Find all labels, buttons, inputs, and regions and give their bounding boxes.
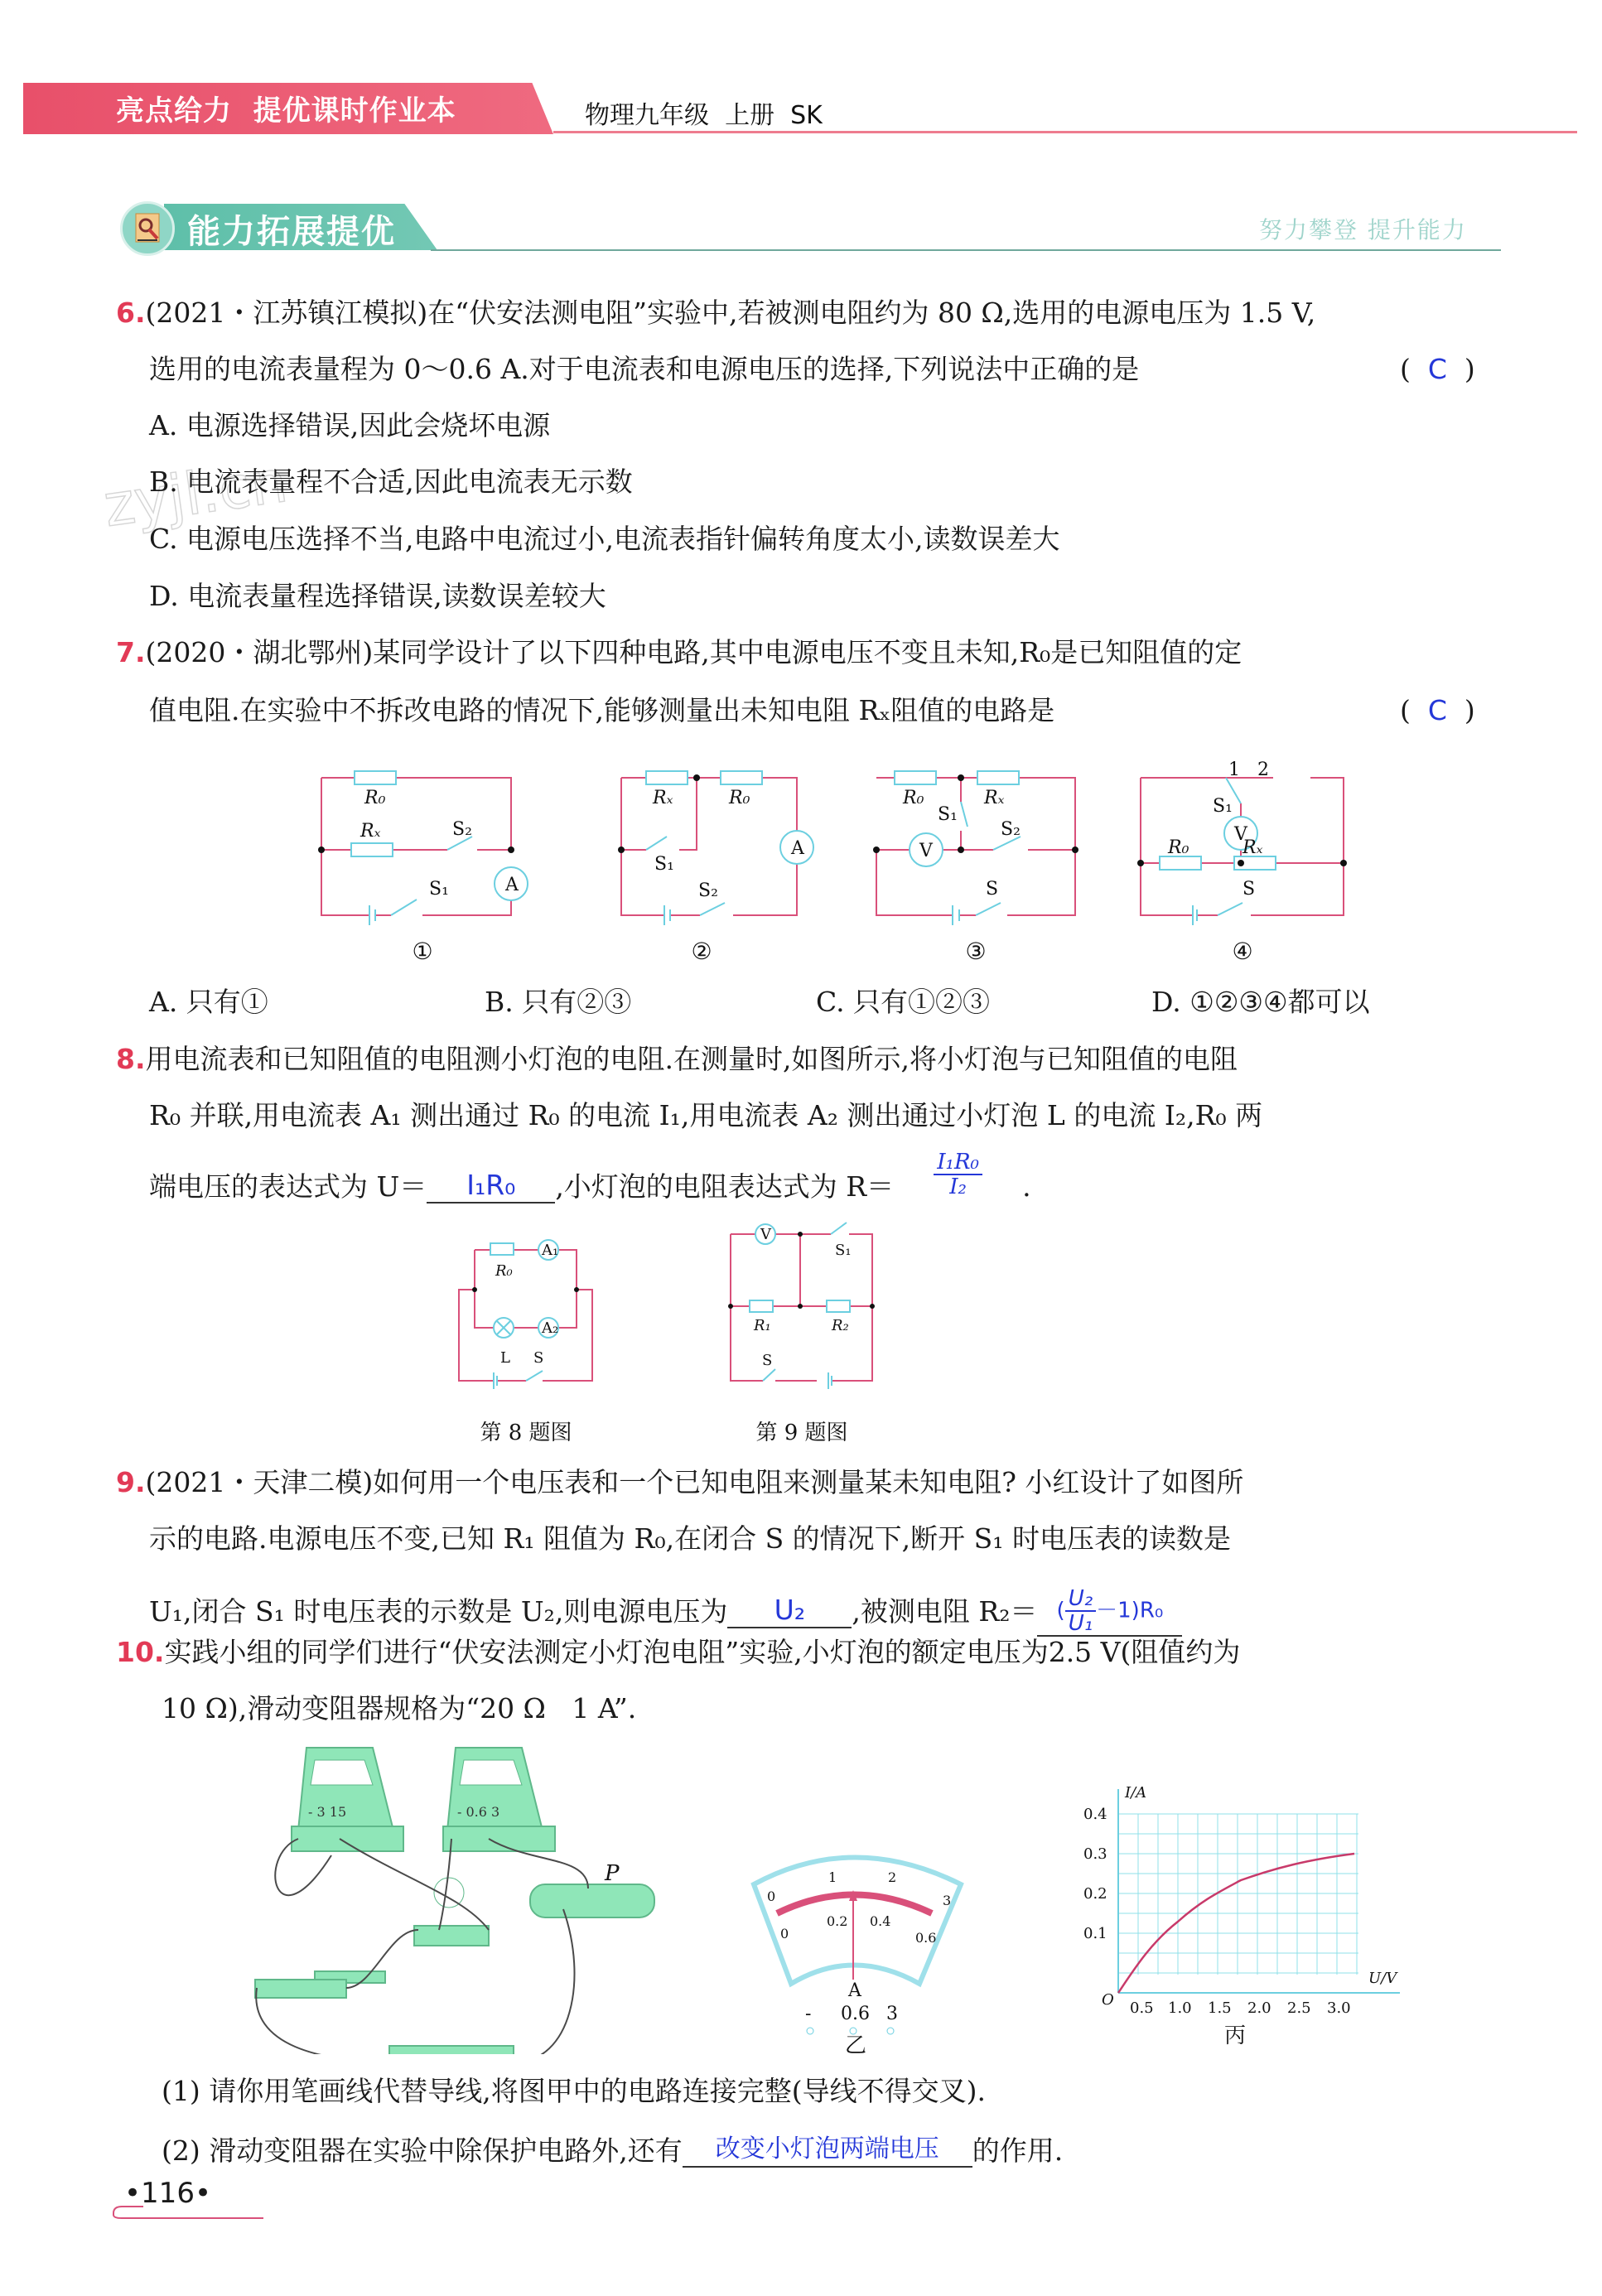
svg-text:R₀: R₀ (364, 788, 386, 808)
svg-text:S₁: S₁ (654, 854, 674, 875)
svg-text:2.5: 2.5 (1287, 1999, 1311, 2017)
q10-sub2: (2) 滑动变阻器在实验中除保护电路外,还有 改变小灯泡两端电压 的作用. (162, 2134, 1064, 2167)
q10-number: 10. (116, 1636, 165, 1668)
svg-text:V: V (1234, 824, 1247, 845)
q8-answer-fraction: $\frac{\text{I₁R₀}}{\text{I₂}}$ (934, 1150, 982, 1199)
svg-text:Rₓ: Rₓ (360, 821, 381, 842)
svg-text:S₂: S₂ (698, 880, 718, 901)
q9-blank-r2[interactable]: ( $\frac{\text{U₂}}{\text{U₁}}$ －1)R₀ (1037, 1587, 1182, 1637)
svg-text:0: 0 (767, 1888, 776, 1904)
svg-text:2.0: 2.0 (1247, 1999, 1271, 2017)
q10-line1: 10.实践小组的同学们进行“伏安法测定小灯泡电阻”实验,小灯泡的额定电压为2.5 V(阻值约为 (116, 1636, 1241, 1668)
q6-option-d: D. 电流表量程选择错误,读数误差较大 (149, 580, 606, 612)
q10-apparatus-figure (240, 1731, 737, 2054)
svg-text:1.0: 1.0 (1168, 1999, 1192, 2017)
svg-text:R₀: R₀ (903, 788, 924, 808)
svg-text:- 0.6 3: - 0.6 3 (457, 1804, 500, 1820)
svg-text:A: A (848, 1980, 861, 2001)
q7-circuit-diagrams (298, 745, 1441, 969)
subject-label: 物理九年级 上册 SK (585, 101, 823, 130)
svg-text:S₁: S₁ (1213, 796, 1233, 817)
svg-text:0.5: 0.5 (1130, 1999, 1154, 2017)
svg-text:0.2: 0.2 (827, 1913, 848, 1929)
q8-number: 8. (116, 1043, 146, 1075)
svg-text:S₁: S₁ (429, 879, 449, 900)
svg-text:2: 2 (888, 1869, 897, 1885)
q10-line2: 10 Ω),滑动变阻器规格为“20 Ω 1 A”. (162, 1692, 637, 1724)
svg-text:3: 3 (886, 2004, 898, 2024)
q6-answer-paren: ( C ) (1400, 353, 1475, 385)
fig-bing-caption: 丙 (1224, 2023, 1247, 2048)
svg-text:0.6: 0.6 (915, 1930, 937, 1946)
svg-text:A₂: A₂ (542, 1319, 559, 1337)
q8-q9-circuit-diagrams (447, 1209, 1193, 1458)
svg-text:V: V (919, 841, 933, 861)
svg-text:U/V: U/V (1368, 1970, 1397, 1987)
series-title: 亮点给力 提优课时作业本 (116, 94, 456, 128)
svg-text:A: A (505, 875, 519, 895)
q8-blank-r[interactable] (894, 1150, 1022, 1199)
svg-text:3: 3 (943, 1893, 952, 1908)
q7-line2: 值电阻.在实验中不拆改电路的情况下,能够测量出未知电阻 Rₓ阻值的电路是 (149, 694, 1055, 726)
svg-text:R₁: R₁ (754, 1317, 771, 1334)
fig-yi-caption: 乙 (845, 2033, 867, 2054)
watermark: zyjl.cn (99, 446, 292, 541)
svg-text:0.3: 0.3 (1083, 1845, 1107, 1863)
svg-text:S: S (1243, 879, 1256, 900)
q6-option-c: C. 电源电压选择不当,电路中电流过小,电流表指针偏转角度太小,读数误差大 (149, 523, 1060, 555)
svg-text:S: S (533, 1349, 544, 1367)
section-motto: 努力攀登 提升能力 (1259, 216, 1467, 244)
svg-text:R₀: R₀ (1168, 837, 1189, 858)
svg-text:2: 2 (1257, 760, 1269, 780)
svg-text:0.1: 0.1 (1083, 1925, 1107, 1942)
q6-number: 6. (116, 297, 146, 329)
q7-option-a: A. 只有① (149, 986, 268, 1018)
svg-text:S: S (986, 879, 999, 900)
q10-sub2-blank[interactable]: 改变小灯泡两端电压 (683, 2133, 972, 2168)
q7-answer-paren: ( C ) (1400, 694, 1475, 726)
svg-text:0.4: 0.4 (870, 1913, 891, 1929)
circuit-4-label: ④ (1232, 938, 1253, 965)
svg-text:S₁: S₁ (835, 1242, 852, 1259)
q8-line3: 端电压的表达式为 U＝ I₁R₀ ,小灯泡的电阻表达式为 R＝ $\frac{\text{I₁R₀}}{\text{I₂}}$ . (149, 1150, 1031, 1203)
q7-number: 7. (116, 636, 146, 668)
svg-text:S₂: S₂ (1001, 819, 1021, 840)
header-divider (553, 131, 1577, 133)
q7-line1: 7.(2020・湖北鄂州)某同学设计了以下四种电路,其中电源电压不变且未知,R₀是已知阻值的定 (116, 636, 1243, 668)
magnifier-icon (120, 201, 175, 256)
svg-text:I/A: I/A (1125, 1784, 1147, 1802)
circuit-2-label: ② (691, 938, 712, 965)
svg-text:0.4: 0.4 (1083, 1806, 1107, 1823)
svg-text:A₁: A₁ (542, 1242, 559, 1259)
q9-number: 9. (116, 1466, 146, 1498)
svg-text:Rₓ: Rₓ (984, 788, 1005, 808)
q9-blank-u[interactable]: U₂ (727, 1594, 852, 1628)
q8-figure-caption: 第 8 题图 (480, 1421, 572, 1445)
q9-answer-fraction: $\frac{\text{U₂}}{\text{U₁}}$ (1065, 1587, 1096, 1635)
q7-option-c: C. 只有①②③ (816, 986, 991, 1018)
q6-option-b: B. 电流表量程不合适,因此电流表无示数 (149, 465, 633, 498)
svg-text:- 3 15: - 3 15 (308, 1804, 347, 1820)
svg-text:R₀: R₀ (729, 788, 750, 808)
q9-line2: 示的电路.电源电压不变,已知 R₁ 阻值为 R₀,在闭合 S 的情况下,断开 S₁ 时电压表的读数是 (149, 1522, 1231, 1555)
svg-text:S₂: S₂ (452, 819, 472, 840)
svg-text:S: S (762, 1352, 773, 1369)
svg-text:1.5: 1.5 (1208, 1999, 1232, 2017)
svg-text:A: A (791, 838, 804, 859)
svg-text:V: V (760, 1226, 771, 1243)
q10-sub1: (1) 请你用笔画线代替导线,将图甲中的电路连接完整(导线不得交叉). (162, 2075, 986, 2107)
svg-text:3.0: 3.0 (1327, 1999, 1351, 2017)
q7-option-d: D. ①②③④都可以 (1151, 986, 1370, 1018)
q6-line1: 6.(2021・江苏镇江模拟)在“伏安法测电阻”实验中,若被测电阻约为 80 Ω,选用的电源电压为 1.5 V, (116, 297, 1316, 329)
q6-line2: 选用的电流表量程为 0～0.6 A.对于电流表和电源电压的选择,下列说法中正确的是 (149, 353, 1140, 385)
svg-text:O: O (1102, 1991, 1114, 2009)
section-divider (431, 249, 1501, 251)
q9-line3: U₁,闭合 S₁ 时电压表的示数是 U₂,则电源电压为 U₂ ,被测电阻 R₂＝ ( $\frac{\text{U₂}}{\text{U₁}}$ －1)R₀ (149, 1579, 1182, 1628)
circuit-3-label: ③ (965, 938, 987, 965)
slider-label-p: P (605, 1861, 620, 1886)
svg-text:-: - (805, 2004, 812, 2024)
svg-text:R₀: R₀ (495, 1262, 513, 1280)
svg-text:1: 1 (1228, 760, 1240, 780)
q8-line1: 8.用电流表和已知阻值的电阻测小灯泡的电阻.在测量时,如图所示,将小灯泡与已知阻值的电阻 (116, 1043, 1238, 1075)
svg-text:Rₓ: Rₓ (653, 788, 673, 808)
q6-answer: C (1427, 353, 1447, 385)
circuit-1-label: ① (412, 938, 433, 965)
q9-figure-caption: 第 9 题图 (755, 1421, 848, 1445)
q7-option-b: B. 只有②③ (485, 986, 632, 1018)
section-title: 能力拓展提优 (187, 213, 396, 251)
q6-option-a: A. 电源选择错误,因此会烧坏电源 (149, 409, 551, 441)
svg-text:Rₓ: Rₓ (1243, 837, 1263, 858)
q10-ammeter-dial (746, 1839, 977, 2054)
q7-answer: C (1427, 694, 1447, 726)
svg-text:L: L (500, 1349, 510, 1367)
q8-line2: R₀ 并联,用电流表 A₁ 测出通过 R₀ 的电流 I₁,用电流表 A₂ 测出通过小灯泡 L 的电流 I₂,R₀ 两 (149, 1099, 1263, 1131)
q8-blank-u[interactable]: I₁R₀ (427, 1169, 555, 1203)
svg-text:S₁: S₁ (938, 804, 958, 825)
q10-iu-chart (1077, 1773, 1408, 2054)
page-number: •116• (124, 2177, 212, 2210)
svg-text:0.6: 0.6 (841, 2004, 870, 2024)
svg-text:0: 0 (780, 1926, 789, 1941)
q9-line1: 9.(2021・天津二模)如何用一个电压表和一个已知电阻来测量某未知电阻? 小红设计了如图所 (116, 1466, 1244, 1498)
svg-text:R₂: R₂ (832, 1317, 849, 1334)
svg-text:0.2: 0.2 (1083, 1885, 1107, 1903)
svg-text:1: 1 (828, 1869, 837, 1885)
